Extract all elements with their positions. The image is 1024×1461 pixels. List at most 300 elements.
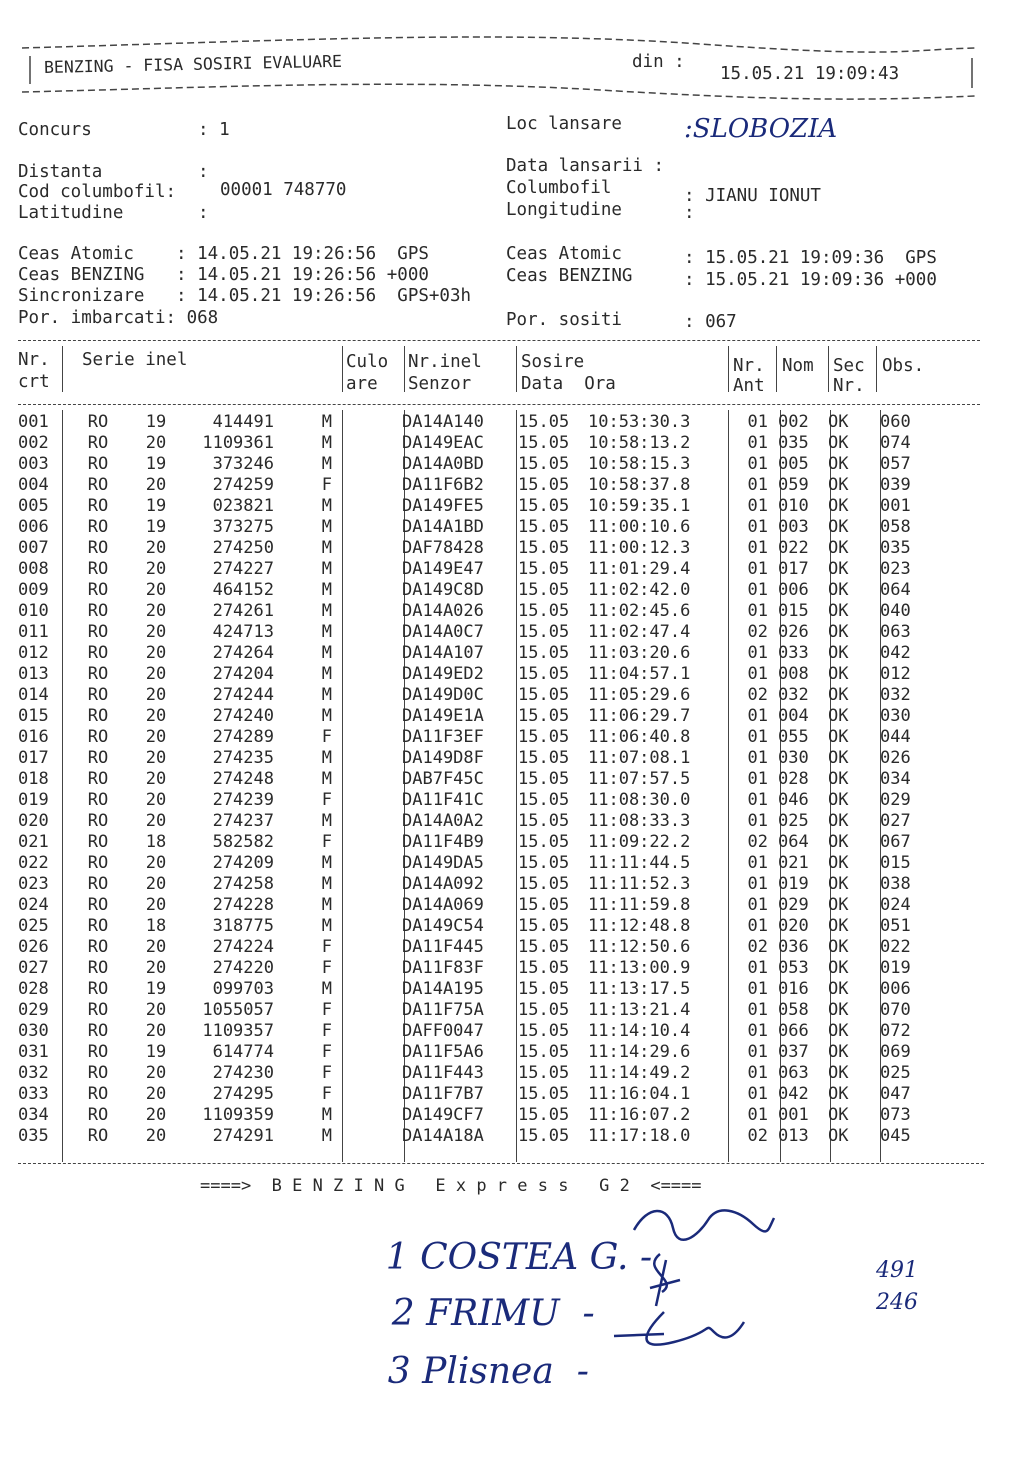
row-ant: 01 [747,727,768,747]
row-nr: 027 [18,958,49,978]
table-row [18,937,950,958]
row-time: 11:17:18.0 [588,1126,691,1146]
row-sensor: DA14A0BD [402,454,484,474]
row-serie: RO [87,958,109,978]
row-nr: 029 [18,1000,49,1020]
row-sex: M [321,517,332,537]
row-time: 11:02:45.6 [588,601,691,621]
row-color [336,1105,396,1126]
row-sec: OK [828,874,849,894]
table-row [18,916,950,937]
columbofil-value: : JIANU IONUT [684,186,821,206]
row-nr: 014 [18,685,49,705]
row-sensor: DA11F75A [402,1000,484,1020]
row-sec: OK [828,1000,849,1020]
row-ring: 274291 [212,1126,274,1146]
row-sec: OK [828,958,849,978]
col-divider-4 [516,346,517,392]
col-divider-1 [62,346,63,392]
row-date: 15.05 [518,475,570,495]
row-color [336,1042,396,1063]
table-top-rule [18,340,980,341]
row-ring: 373246 [212,454,274,474]
row-color [336,979,396,1000]
row-ring: 614774 [212,1042,274,1062]
row-nr: 026 [18,937,49,957]
row-obs: 001 [880,496,911,516]
col-sec-label: Sec [833,356,865,376]
row-nr: 021 [18,832,49,852]
table-row [18,769,950,790]
row-nr: 016 [18,727,49,747]
table-bottom-rule [18,1163,984,1164]
row-obs: 064 [880,580,911,600]
row-obs: 038 [880,874,911,894]
row-ring: 274224 [212,937,274,957]
row-obs: 058 [880,517,911,537]
row-sex: M [321,580,332,600]
handwritten-line-3-text: 3 Plisnea - [387,1351,601,1392]
row-nom: 016 [778,979,809,999]
row-sec: OK [828,937,849,957]
row-ring: 274204 [212,664,274,684]
row-ant: 01 [747,1042,768,1062]
row-sex: F [321,1084,332,1104]
row-sex: M [321,853,332,873]
row-sex: M [321,685,332,705]
row-serie: RO [87,454,109,474]
row-sex: M [321,916,332,936]
row-color [336,1084,396,1105]
row-obs: 030 [880,706,911,726]
row-nom: 004 [778,706,809,726]
row-sec: OK [828,1126,849,1146]
row-ring: 274250 [212,538,274,558]
row-color [336,685,396,706]
row-ant: 01 [747,811,768,831]
row-nr: 006 [18,517,49,537]
row-color [336,454,396,475]
row-nom: 032 [778,685,809,705]
row-obs: 019 [880,958,911,978]
table-row [18,559,950,580]
table-row [18,433,950,454]
row-year: 20 [145,580,167,600]
row-date: 15.05 [518,580,570,600]
row-sex: M [321,622,332,642]
row-serie: RO [87,706,109,726]
row-date: 15.05 [518,832,570,852]
row-sensor: DA149E1A [402,706,484,726]
row-obs: 032 [880,685,911,705]
row-year: 20 [145,1126,167,1146]
row-color [336,748,396,769]
row-time: 11:11:52.3 [588,874,691,894]
row-year: 20 [145,643,167,663]
row-year: 20 [145,958,167,978]
table-row [18,1063,950,1084]
row-sec: OK [828,454,849,474]
row-sensor: DA14A1BD [402,517,484,537]
row-sec: OK [828,1021,849,1041]
row-ant: 01 [747,1084,768,1104]
row-sex: M [321,769,332,789]
row-sex: M [321,454,332,474]
row-sensor: DA14A195 [402,979,484,999]
row-sex: M [321,664,332,684]
row-nr: 032 [18,1063,49,1083]
row-obs: 040 [880,601,911,621]
row-ant: 01 [747,475,768,495]
row-year: 20 [145,853,167,873]
row-year: 20 [145,601,167,621]
row-ant: 01 [747,496,768,516]
row-sec: OK [828,748,849,768]
row-nom: 015 [778,601,809,621]
table-row [18,685,950,706]
col-obs-label: Obs. [882,356,925,376]
col-serie-label: Serie inel [82,350,188,370]
row-time: 11:11:44.5 [588,853,691,873]
row-sec: OK [828,769,849,789]
row-color [336,580,396,601]
row-sensor: DA149CF7 [402,1105,484,1125]
row-sex: F [321,958,332,978]
row-ant: 01 [747,748,768,768]
row-ant: 01 [747,601,768,621]
row-obs: 029 [880,790,911,810]
row-time: 11:07:57.5 [588,769,691,789]
row-ring: 464152 [212,580,274,600]
row-obs: 067 [880,832,911,852]
row-ring: 274230 [212,1063,274,1083]
distanta-value: : [198,162,209,182]
row-color [336,1126,396,1147]
row-time: 10:58:15.3 [588,454,691,474]
row-serie: RO [87,475,109,495]
row-date: 15.05 [518,685,570,705]
row-time: 11:14:49.2 [588,1063,691,1083]
row-ant: 02 [747,937,768,957]
row-date: 15.05 [518,727,570,747]
row-color [336,853,396,874]
row-date: 15.05 [518,559,570,579]
row-year: 20 [145,1084,167,1104]
row-sensor: DAF78428 [402,538,484,558]
row-sec: OK [828,790,849,810]
col-crt-label: crt [18,372,50,392]
latitudine-value: : [198,203,209,223]
row-sensor: DA14A092 [402,874,484,894]
row-nom: 042 [778,1084,809,1104]
row-ant: 01 [747,433,768,453]
row-serie: RO [87,1084,109,1104]
row-date: 15.05 [518,433,570,453]
row-ring: 274295 [212,1084,274,1104]
din-value: 15.05.21 19:09:43 [720,64,900,84]
row-nom: 055 [778,727,809,747]
row-ant: 01 [747,706,768,726]
table-row [18,601,950,622]
cod-columbofil-value: 00001 748770 [220,180,347,200]
row-sensor: DA11F7B7 [402,1084,484,1104]
row-nr: 024 [18,895,49,915]
row-obs: 035 [880,538,911,558]
row-obs: 069 [880,1042,911,1062]
row-color [336,727,396,748]
row-serie: RO [87,685,109,705]
row-time: 10:58:37.8 [588,475,691,495]
row-color [336,874,396,895]
row-ring: 373275 [212,517,274,537]
row-ant: 01 [747,517,768,537]
row-serie: RO [87,937,109,957]
row-sensor: DA11F445 [402,937,484,957]
row-year: 19 [145,517,167,537]
row-year: 19 [145,412,167,432]
row-ant: 01 [747,1063,768,1083]
table-row [18,454,950,475]
row-nr: 031 [18,1042,49,1062]
row-date: 15.05 [518,1021,570,1041]
row-time: 11:02:47.4 [588,622,691,642]
row-time: 10:53:30.3 [588,412,691,432]
row-year: 20 [145,475,167,495]
col-are-label: are [346,374,378,394]
row-time: 11:06:29.7 [588,706,691,726]
row-time: 11:02:42.0 [588,580,691,600]
row-sex: F [321,475,332,495]
row-color [336,958,396,979]
ceas-atomic-right-value: : 15.05.21 19:09:36 GPS [684,248,937,268]
row-year: 20 [145,664,167,684]
row-time: 10:59:35.1 [588,496,691,516]
row-color [336,643,396,664]
row-nom: 063 [778,1063,809,1083]
por-imbarcati: Por. imbarcati: 068 [18,308,219,328]
row-ring: 023821 [212,496,274,516]
row-ant: 01 [747,790,768,810]
row-sensor: DA14A107 [402,643,484,663]
row-sec: OK [828,559,849,579]
arrivals-table [18,412,950,1147]
row-sec: OK [828,1063,849,1083]
row-date: 15.05 [518,916,570,936]
row-serie: RO [87,538,109,558]
row-nr: 010 [18,601,49,621]
row-sex: M [321,979,332,999]
row-serie: RO [87,664,109,684]
row-sex: M [321,433,332,453]
row-serie: RO [87,748,109,768]
row-nr: 035 [18,1126,49,1146]
ceas-atomic-left: Ceas Atomic : 14.05.21 19:26:56 GPS [18,244,429,264]
table-row [18,1021,950,1042]
row-nr: 025 [18,916,49,936]
row-year: 20 [145,538,167,558]
row-ant: 01 [747,916,768,936]
row-date: 15.05 [518,664,570,684]
col-secnr-label: Nr. [833,376,865,396]
row-ant: 01 [747,580,768,600]
row-nr: 019 [18,790,49,810]
row-nr: 017 [18,748,49,768]
table-row [18,475,950,496]
row-ring: 424713 [212,622,274,642]
columbofil-label: Columbofil [506,178,612,198]
row-obs: 045 [880,1126,911,1146]
row-ring: 274227 [212,559,274,579]
row-ant: 01 [747,412,768,432]
row-nr: 007 [18,538,49,558]
row-serie: RO [87,1000,109,1020]
concurs-label: Concurs [18,120,92,140]
row-sec: OK [828,832,849,852]
row-ring: 274261 [212,601,274,621]
col-divider-6 [776,346,777,392]
row-ring: 274237 [212,811,274,831]
table-row [18,643,950,664]
table-row [18,748,950,769]
col-ant2-label: Ant [733,376,765,396]
table-row [18,412,950,433]
row-nom: 059 [778,475,809,495]
table-row [18,1126,950,1147]
row-sensor: DA11F83F [402,958,484,978]
row-ring: 1109357 [202,1021,274,1041]
row-nr: 034 [18,1105,49,1125]
din-label: din : [632,52,685,72]
row-ant: 01 [747,559,768,579]
row-sec: OK [828,475,849,495]
col-divider-2 [342,346,343,392]
row-obs: 022 [880,937,911,957]
row-sensor: DAB7F45C [402,769,484,789]
row-sec: OK [828,685,849,705]
row-ant: 01 [747,1105,768,1125]
row-obs: 039 [880,475,911,495]
row-ring: 274228 [212,895,274,915]
row-time: 11:08:30.0 [588,790,691,810]
row-date: 15.05 [518,1105,570,1125]
row-sensor: DA149EAC [402,433,484,453]
row-color [336,832,396,853]
row-ring: 582582 [212,832,274,852]
row-nom: 019 [778,874,809,894]
row-sec: OK [828,916,849,936]
row-color [336,412,396,433]
row-ant: 01 [747,853,768,873]
row-year: 20 [145,811,167,831]
row-time: 11:14:10.4 [588,1021,691,1041]
row-date: 15.05 [518,1042,570,1062]
table-row [18,664,950,685]
row-nom: 017 [778,559,809,579]
row-serie: RO [87,769,109,789]
table-row [18,1105,950,1126]
row-sex: M [321,706,332,726]
row-color [336,1000,396,1021]
row-year: 20 [145,769,167,789]
row-year: 20 [145,937,167,957]
row-year: 20 [145,706,167,726]
row-ring: 1109361 [202,433,274,453]
row-sex: F [321,727,332,747]
row-ring: 274209 [212,853,274,873]
row-serie: RO [87,412,109,432]
row-sec: OK [828,706,849,726]
row-sensor: DA11F4B9 [402,832,484,852]
row-nom: 030 [778,748,809,768]
row-year: 20 [145,1105,167,1125]
row-sensor: DA149C54 [402,916,484,936]
row-date: 15.05 [518,454,570,474]
row-sex: F [321,832,332,852]
table-row [18,706,950,727]
row-sex: M [321,412,332,432]
row-time: 11:12:48.8 [588,916,691,936]
table-row [18,832,950,853]
row-sensor: DA14A069 [402,895,484,915]
row-sex: M [321,643,332,663]
row-ring: 274289 [212,727,274,747]
row-sec: OK [828,538,849,558]
row-sex: M [321,1105,332,1125]
row-color [336,769,396,790]
row-nr: 005 [18,496,49,516]
row-nom: 053 [778,958,809,978]
row-date: 15.05 [518,958,570,978]
table-row [18,727,950,748]
row-date: 15.05 [518,496,570,516]
row-sex: F [321,1063,332,1083]
row-time: 11:00:10.6 [588,517,691,537]
table-row [18,517,950,538]
row-year: 18 [145,832,167,852]
row-time: 11:00:12.3 [588,538,691,558]
ceas-benzing-right-value: : 15.05.21 19:09:36 +000 [684,270,937,290]
row-year: 20 [145,559,167,579]
row-ring: 274258 [212,874,274,894]
row-sec: OK [828,979,849,999]
row-nom: 058 [778,1000,809,1020]
row-ring: 274239 [212,790,274,810]
row-year: 20 [145,622,167,642]
row-time: 11:09:22.2 [588,832,691,852]
row-time: 11:13:21.4 [588,1000,691,1020]
row-sex: F [321,790,332,810]
row-ant: 01 [747,538,768,558]
row-serie: RO [87,853,109,873]
row-color [336,1021,396,1042]
row-nom: 002 [778,412,809,432]
row-sec: OK [828,895,849,915]
row-nr: 003 [18,454,49,474]
row-obs: 006 [880,979,911,999]
row-ring: 099703 [212,979,274,999]
table-row [18,1084,950,1105]
row-sec: OK [828,1084,849,1104]
row-year: 20 [145,748,167,768]
row-date: 15.05 [518,1000,570,1020]
row-year: 18 [145,916,167,936]
row-date: 15.05 [518,853,570,873]
row-date: 15.05 [518,790,570,810]
handwritten-line-3 [342,1310,600,1433]
table-row [18,1000,950,1021]
row-serie: RO [87,601,109,621]
row-year: 20 [145,1021,167,1041]
